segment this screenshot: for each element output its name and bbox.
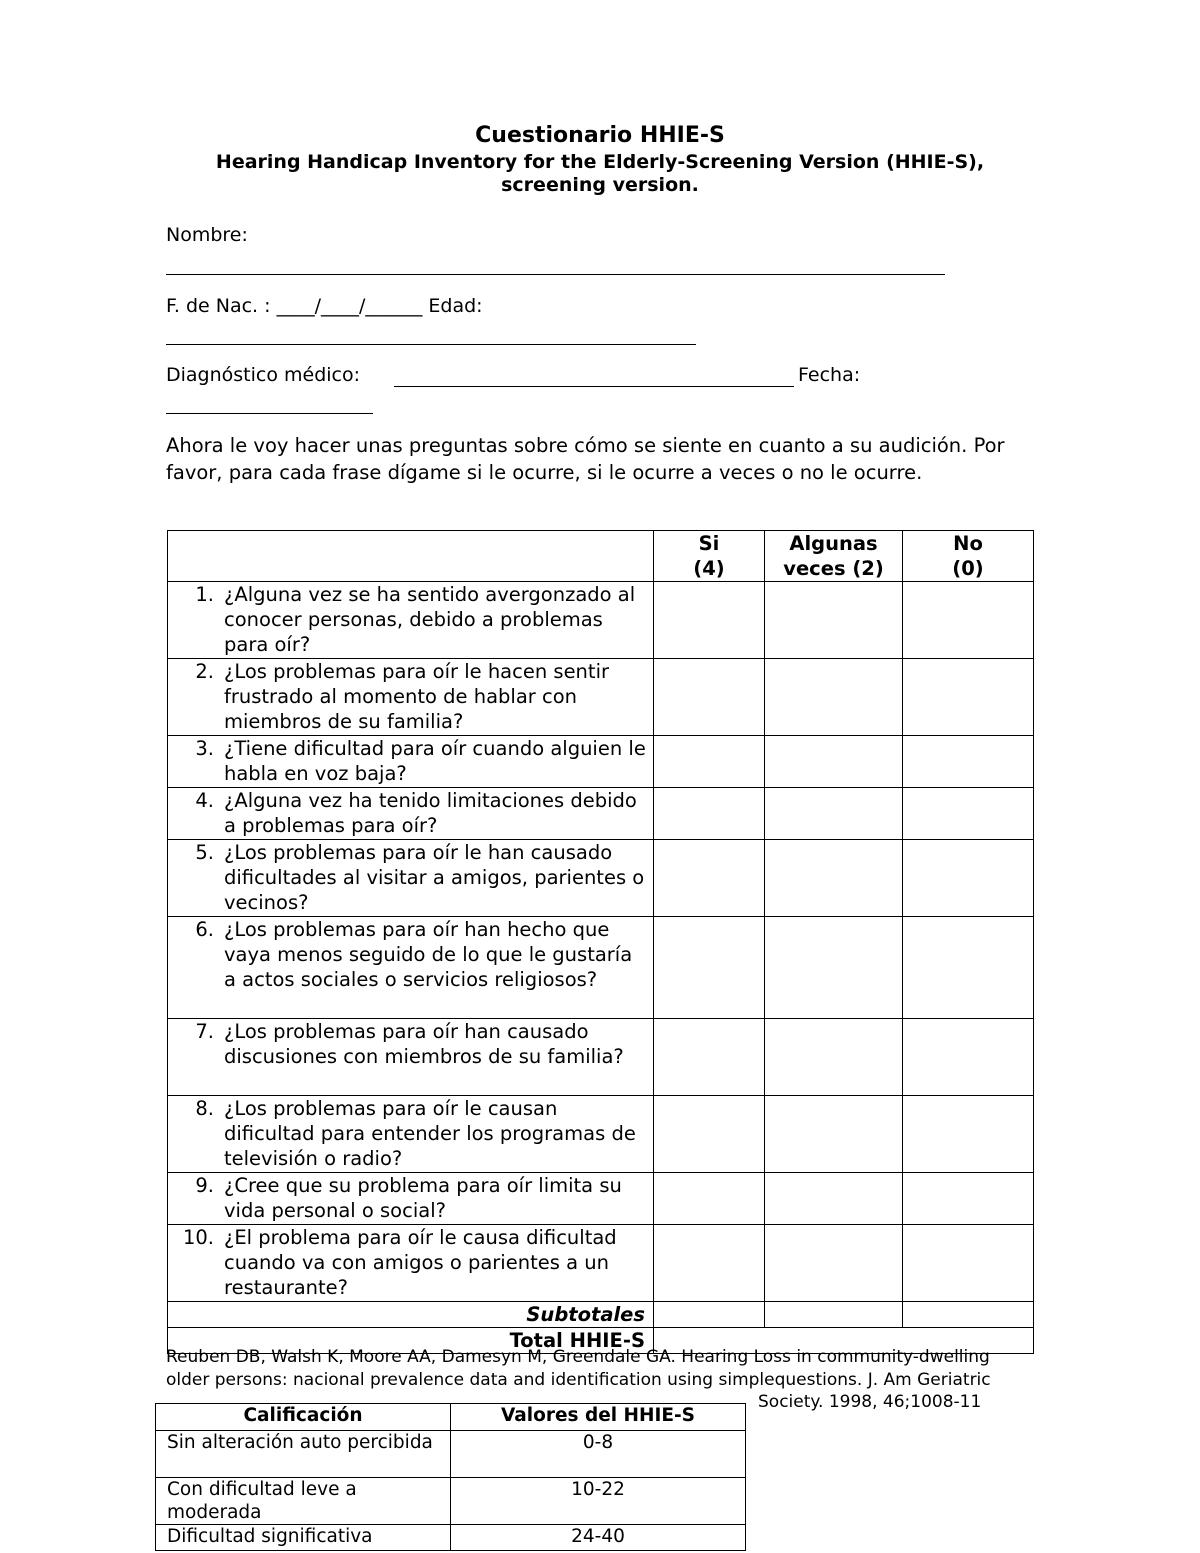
answer-no-cell[interactable] [903, 840, 1034, 917]
question-row [168, 582, 1034, 659]
question-cell [168, 1173, 654, 1225]
question-text: ¿El problema para oír le causa dificultad cuando va con amigos o parientes a un restaurante? [224, 1226, 617, 1299]
question-number: 8. [195, 1097, 214, 1120]
question-text: ¿Los problemas para oír han causado discusiones con miembros de su familia? [224, 1020, 624, 1068]
answer-si-cell[interactable] [654, 917, 765, 1019]
header-si-label: Si [698, 532, 720, 555]
question-number: 5. [195, 841, 214, 864]
question-text: ¿Los problemas para oír han hecho que vaya menos seguido de lo que le gustaría a actos sociales o servicios religiosos? [224, 918, 633, 991]
fecha-line[interactable] [166, 413, 373, 414]
answer-si-cell[interactable] [654, 1225, 765, 1302]
scoring-value: 0-8 [451, 1431, 746, 1478]
scoring-label: Dificultad significativa [156, 1525, 451, 1551]
answer-no-cell[interactable] [903, 1225, 1034, 1302]
answer-no-cell[interactable] [903, 788, 1034, 840]
scoring-header-row [156, 1404, 746, 1431]
total-label: Total HHIE-S [168, 1328, 654, 1354]
answer-si-cell[interactable] [654, 1096, 765, 1173]
answer-no-cell[interactable] [903, 582, 1034, 659]
answer-algunas-veces-cell[interactable] [765, 1019, 903, 1096]
header-si [654, 531, 765, 582]
subtitle-line-2: screening version. [501, 174, 699, 196]
question-number: 6. [195, 918, 214, 941]
answer-si-cell[interactable] [654, 659, 765, 736]
header-no-score: (0) [952, 557, 984, 580]
question-row [168, 1173, 1034, 1225]
question-row [168, 659, 1034, 736]
answer-algunas-veces-cell[interactable] [765, 582, 903, 659]
header-no-label: No [953, 532, 983, 555]
answer-si-cell[interactable] [654, 1173, 765, 1225]
answer-algunas-veces-cell[interactable] [765, 840, 903, 917]
question-row [168, 1019, 1034, 1096]
subtotal-algunas-cell[interactable] [765, 1302, 903, 1328]
answer-algunas-veces-cell[interactable] [765, 1225, 903, 1302]
answer-si-cell[interactable] [654, 736, 765, 788]
answer-algunas-veces-cell[interactable] [765, 1096, 903, 1173]
page-subtitle [0, 151, 1200, 197]
fecha-label: Fecha: [798, 364, 861, 386]
question-row [168, 788, 1034, 840]
answer-no-cell[interactable] [903, 1019, 1034, 1096]
diagnostico-line[interactable] [394, 386, 794, 387]
question-number: 4. [195, 789, 214, 812]
answer-si-cell[interactable] [654, 788, 765, 840]
subtitle-line-1: Hearing Handicap Inventory for the Elderly-Screening Version (HHIE-S), [215, 151, 985, 173]
answer-algunas-veces-cell[interactable] [765, 788, 903, 840]
question-row [168, 1225, 1034, 1302]
question-cell [168, 840, 654, 917]
question-number: 1. [195, 583, 214, 606]
question-row [168, 1096, 1034, 1173]
reference-line-2: older persons: nacional prevalence data and identification using simplequestions. J. Am Geriatric [166, 1369, 991, 1390]
question-cell [168, 917, 654, 1019]
question-text: ¿Alguna vez ha tenido limitaciones debido a problemas para oír? [224, 789, 637, 837]
answer-no-cell[interactable] [903, 1173, 1034, 1225]
header-algunas-veces [765, 531, 903, 582]
answer-si-cell[interactable] [654, 582, 765, 659]
scoring-value: 24-40 [451, 1525, 746, 1551]
scoring-value: 10-22 [451, 1478, 746, 1525]
question-row [168, 736, 1034, 788]
answer-algunas-veces-cell[interactable] [765, 659, 903, 736]
question-text: ¿Tiene dificultad para oír cuando alguien le habla en voz baja? [224, 737, 646, 785]
table-header-row [168, 531, 1034, 582]
question-number: 10. [182, 1226, 214, 1249]
answer-si-cell[interactable] [654, 840, 765, 917]
question-number: 9. [195, 1174, 214, 1197]
header-no [903, 531, 1034, 582]
scoring-label: Con dificultad leve a moderada [156, 1478, 451, 1525]
question-text: ¿Cree que su problema para oír limita su vida personal o social? [224, 1174, 622, 1222]
diagnostico-label: Diagnóstico médico: [166, 364, 361, 386]
reference-line-1: Reuben DB, Walsh K, Moore AA, Damesyn M, Greendale GA. Hearing Loss in community-dwelling [166, 1347, 990, 1367]
nombre-line[interactable] [166, 274, 945, 275]
subtotal-row [168, 1302, 1034, 1328]
answer-no-cell[interactable] [903, 917, 1034, 1019]
subtotal-label: Subtotales [168, 1302, 654, 1328]
scoring-table [155, 1403, 746, 1551]
header-si-score: (4) [693, 557, 725, 580]
answer-algunas-veces-cell[interactable] [765, 1173, 903, 1225]
question-number: 7. [195, 1020, 214, 1043]
hhie-questionnaire-table [167, 530, 1034, 1354]
question-cell [168, 582, 654, 659]
answer-algunas-veces-cell[interactable] [765, 736, 903, 788]
nombre-label: Nombre: [166, 224, 248, 246]
question-number: 3. [195, 737, 214, 760]
scoring-row [156, 1525, 746, 1551]
scoring-header-calificacion: Calificación [156, 1404, 451, 1431]
fecha-nacimiento-edad-label: F. de Nac. : ____/____/______ Edad: [166, 295, 483, 317]
instructions-text: Ahora le voy hacer unas preguntas sobre cómo se siente en cuanto a su audición. Por favor, para cada frase dígame si le ocurre, si le ocurre a veces o no le ocurre. [166, 434, 1005, 484]
header-algunas-score: veces (2) [783, 557, 884, 580]
scoring-label: Sin alteración auto percibida [156, 1431, 451, 1478]
question-text: ¿Los problemas para oír le hacen sentir frustrado al momento de hablar con miembros de su familia? [224, 660, 610, 733]
answer-algunas-veces-cell[interactable] [765, 917, 903, 1019]
question-cell [168, 1019, 654, 1096]
question-text: ¿Los problemas para oír le causan dificultad para entender los programas de televisión o radio? [224, 1097, 636, 1170]
question-row [168, 840, 1034, 917]
header-empty-cell [168, 531, 654, 582]
answer-no-cell[interactable] [903, 736, 1034, 788]
scoring-row [156, 1431, 746, 1478]
question-cell [168, 1225, 654, 1302]
reference-line-3: Society. 1998, 46;1008-11 [758, 1392, 982, 1412]
subtotal-si-cell[interactable] [654, 1302, 765, 1328]
header-algunas-label: Algunas [789, 532, 878, 555]
question-cell [168, 659, 654, 736]
question-row [168, 917, 1034, 1019]
question-cell [168, 736, 654, 788]
question-text: ¿Los problemas para oír le han causado dificultades al visitar a amigos, parientes o vecinos? [224, 841, 645, 914]
scoring-row [156, 1478, 746, 1525]
question-cell [168, 1096, 654, 1173]
subtotal-no-cell[interactable] [903, 1302, 1034, 1328]
edad-line[interactable] [166, 344, 696, 345]
answer-no-cell[interactable] [903, 659, 1034, 736]
question-number: 2. [195, 660, 214, 683]
answer-no-cell[interactable] [903, 1096, 1034, 1173]
answer-si-cell[interactable] [654, 1019, 765, 1096]
question-cell [168, 788, 654, 840]
scoring-header-valores: Valores del HHIE-S [451, 1404, 746, 1431]
page-title: Cuestionario HHIE-S [475, 123, 725, 148]
question-text: ¿Alguna vez se ha sentido avergonzado al conocer personas, debido a problemas para oír? [224, 583, 636, 656]
